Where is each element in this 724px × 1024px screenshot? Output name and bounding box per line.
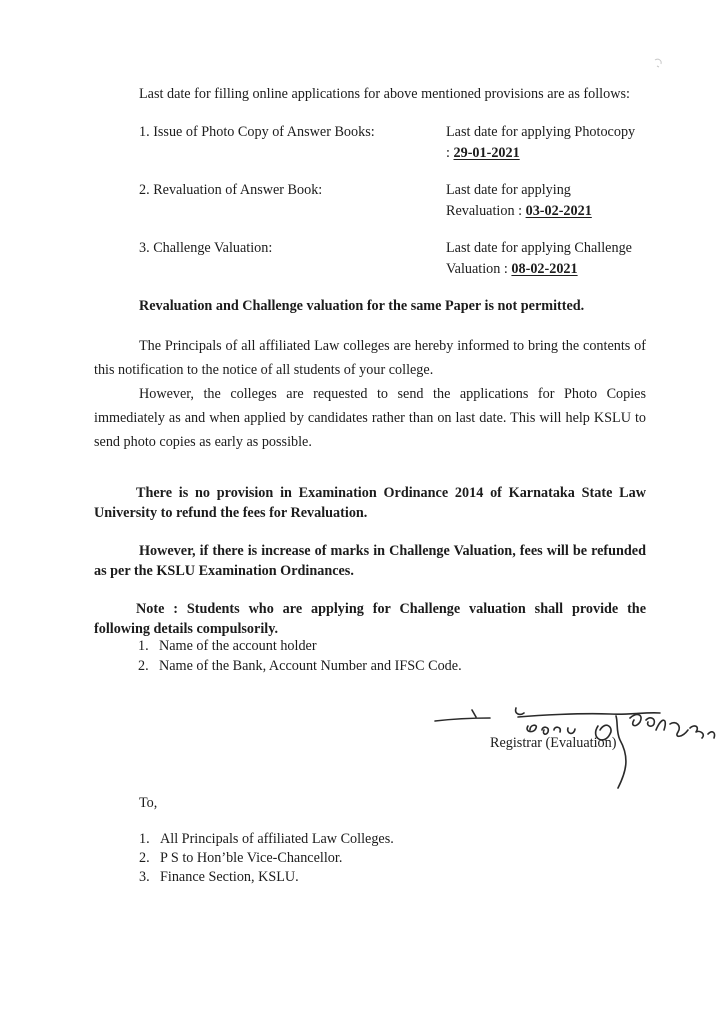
provision-1-title: 1. Issue of Photo Copy of Answer Books: [139,124,375,140]
recipients-list [139,830,394,887]
list-item: 1. Name of the account holder [138,638,317,654]
principals-paragraph: The Principals of all affiliated Law colleges are hereby informed to bring the contents of this notification to the notice of all students of your college. [94,338,646,378]
photocopy-paragraph: However, the colleges are requested to send the applications for Photo Copies immediately as and when applied by candidates rather than on last date. This will help KSLU to send photo copies as early as possible. [94,386,646,450]
list-item: 1. All Principals of affiliated Law Colleges. [139,831,394,847]
provision-2-date: 03-02-2021 [525,202,592,219]
provision-2-deadline-label: Last date for applying [446,182,571,198]
list-item: 3. Finance Section, KSLU. [139,869,299,885]
provision-1-deadline [446,122,676,163]
list-item: 2. P S to Hon’ble Vice-Chancellor. [139,850,343,866]
provision-3-deadline-label: Last date for applying Challenge [446,240,632,256]
not-permitted-notice: Revaluation and Challenge valuation for the same Paper is not permitted. [139,298,585,314]
provision-1-prefix: : [446,144,454,161]
scan-speck-mark [652,56,666,70]
refund-notice: However, if there is increase of marks in Challenge Valuation, fees will be refunded as per the KSLU Examination Ordinances. [94,543,646,579]
provision-2-prefix: Revaluation : [446,202,526,219]
provision-1-date: 29-01-2021 [453,144,520,161]
provision-2-deadline [446,180,676,221]
to-label: To, [139,795,158,811]
registrar-designation: Registrar (Evaluation) [490,735,617,751]
provision-3-date: 08-02-2021 [511,260,578,277]
provision-2-title: 2. Revaluation of Answer Book: [139,182,323,198]
provision-1-deadline-label: Last date for applying Photocopy [446,124,636,140]
provision-3-title: 3. Challenge Valuation: [139,240,273,256]
challenge-note: Note : Students who are applying for Challenge valuation shall provide the following details compulsorily. [94,601,646,637]
no-refund-notice: There is no provision in Examination Ordinance 2014 of Karnataka State Law University to refund the fees for Revaluation. [94,485,646,521]
intro-text: Last date for filling online applications for above mentioned provisions are as follows: [139,86,630,102]
provision-3-prefix: Valuation : [446,260,512,277]
provision-3-deadline [446,238,676,279]
required-details-list [138,636,462,676]
list-item: 2. Name of the Bank, Account Number and IFSC Code. [138,658,462,674]
